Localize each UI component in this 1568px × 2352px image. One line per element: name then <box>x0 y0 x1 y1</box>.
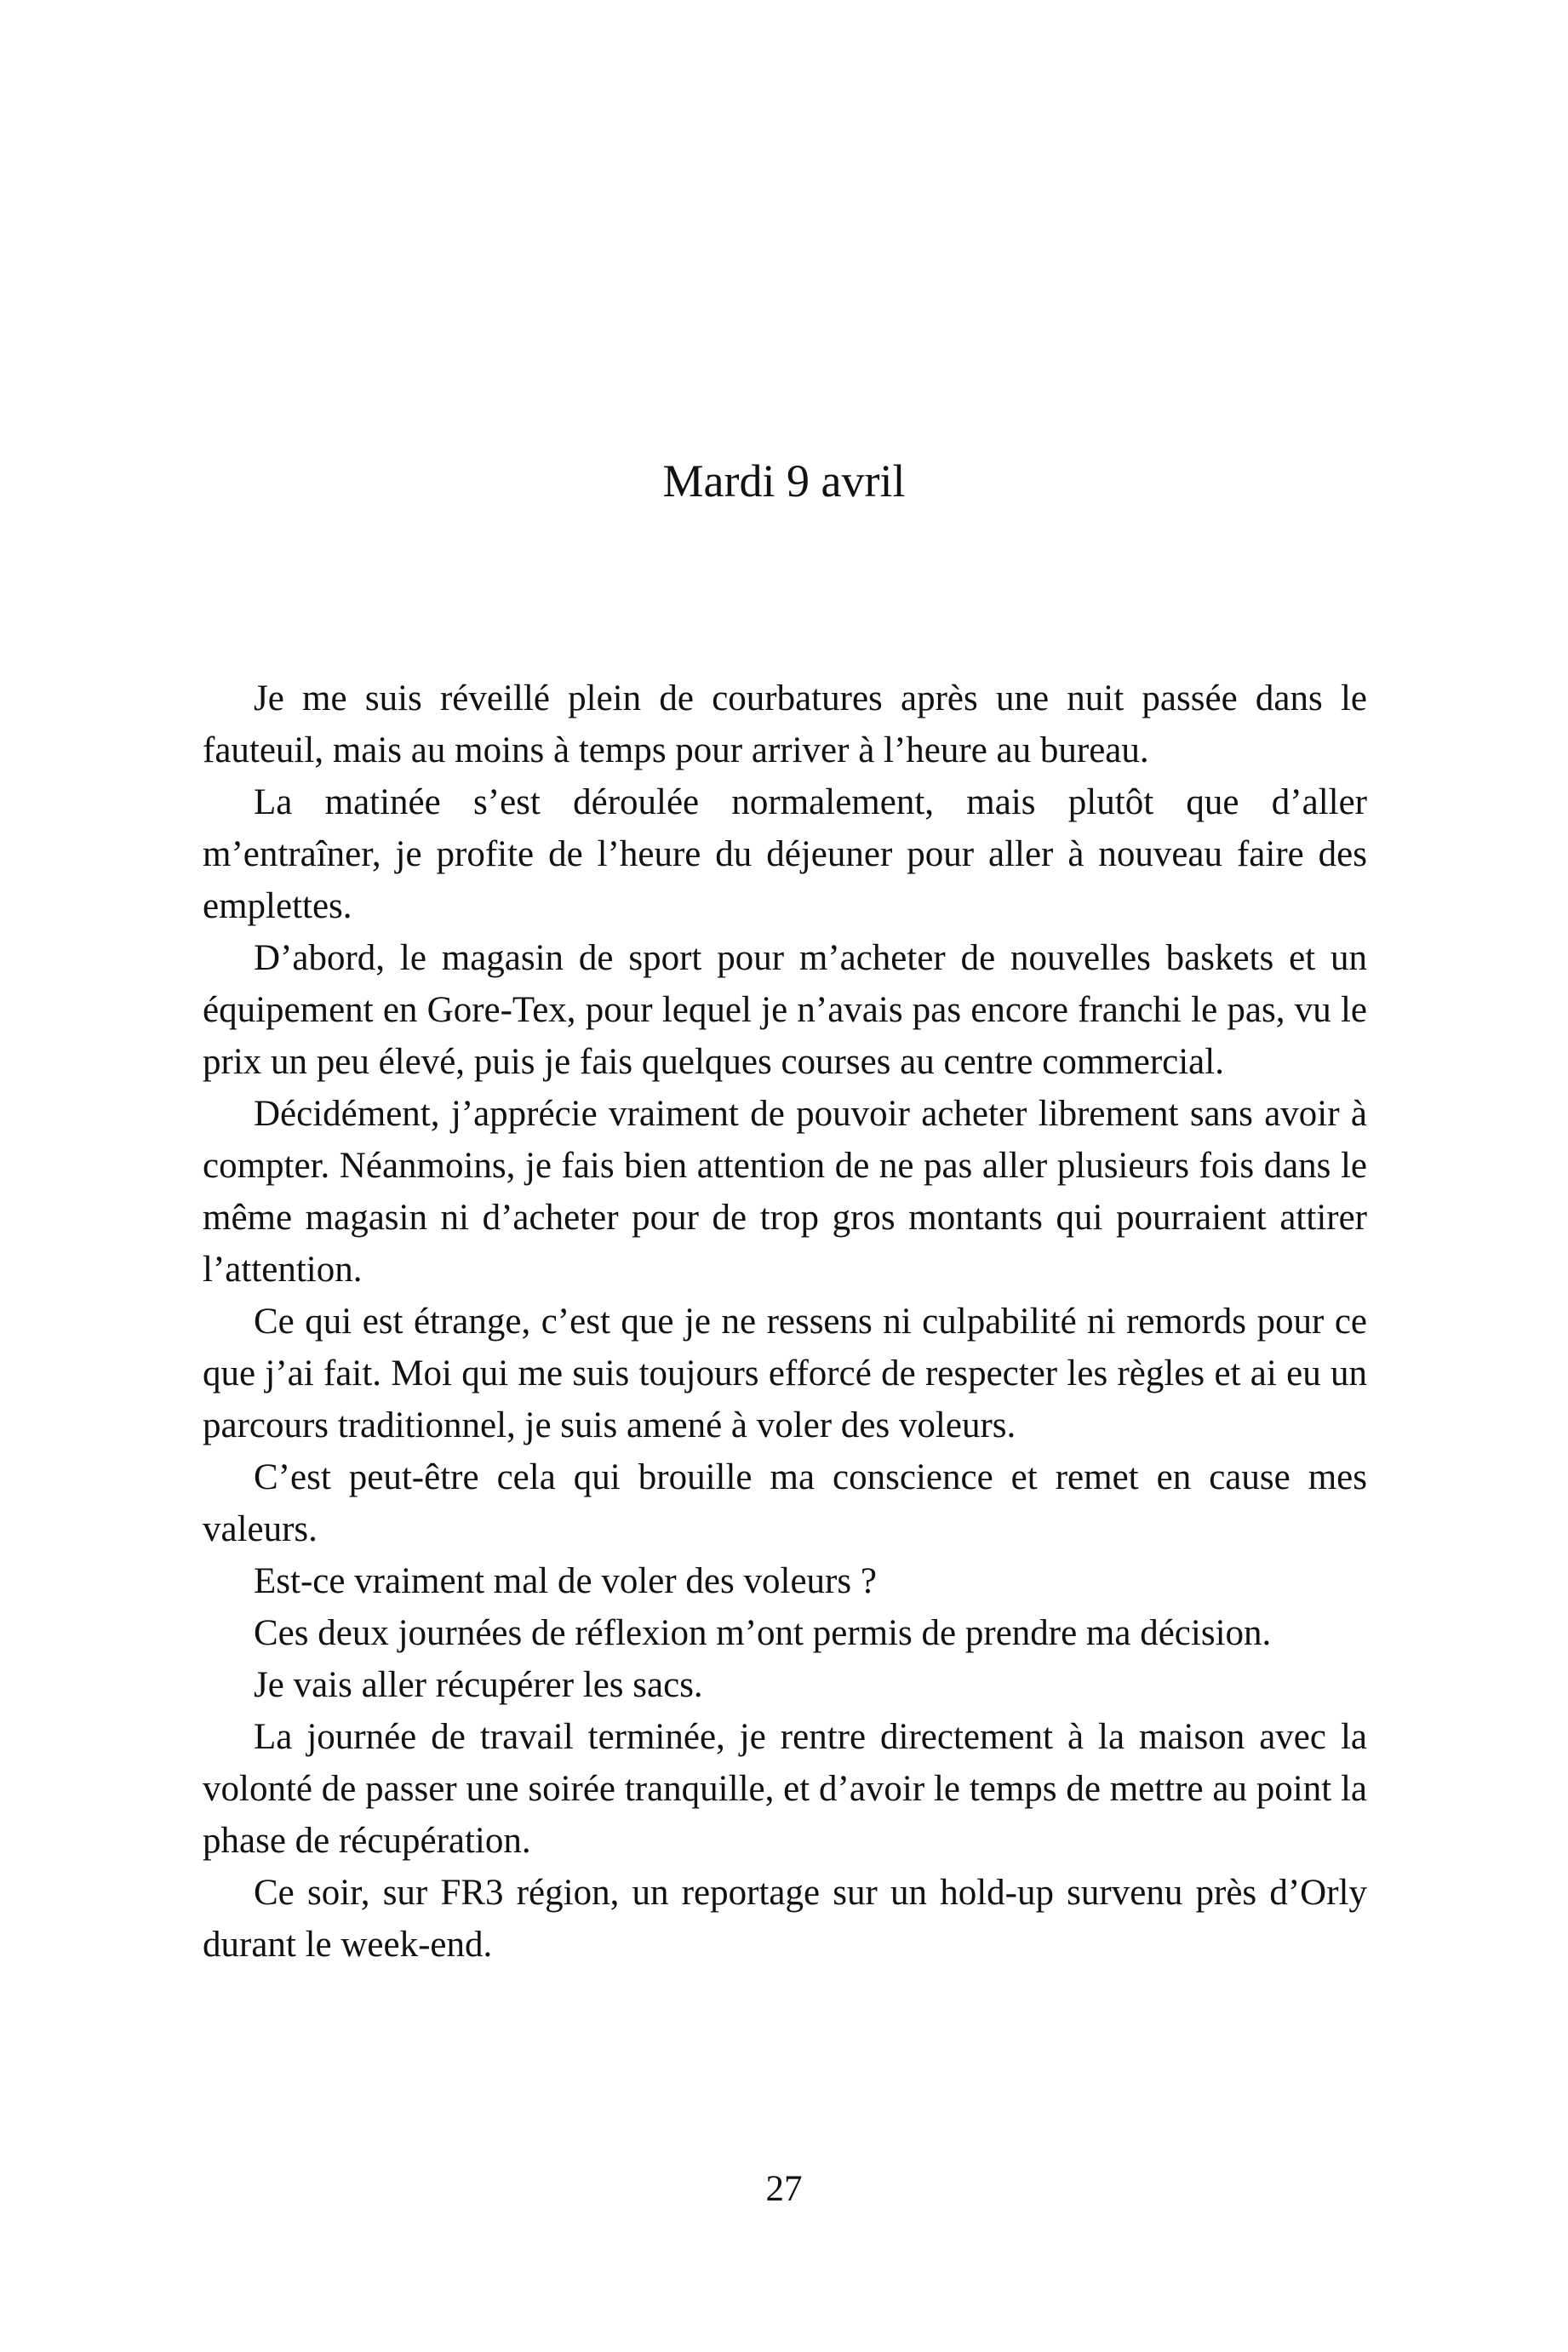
body-text <box>203 672 1367 1971</box>
paragraph: Décidément, j’apprécie vraiment de pouvoir acheter librement sans avoir à compter. Néanmoins, je fais bien attention de ne pas aller plusieurs fois dans le même magasin ni d’acheter pour de trop gros montants qui pourraient attirer l’attention. <box>203 1094 1367 1290</box>
paragraph: Je me suis réveillé plein de courbatures après une nuit passée dans le fauteuil, mais au moins à temps pour arriver à l’heure au bureau. <box>203 678 1367 770</box>
paragraph: Est-ce vraiment mal de voler des voleurs ? <box>254 1561 877 1601</box>
paragraph: La journée de travail terminée, je rentre directement à la maison avec la volonté de passer une soirée tranquille, et d’avoir le temps de mettre au point la phase de récupération. <box>203 1717 1367 1861</box>
paragraph: La matinée s’est déroulée normalement, mais plutôt que d’aller m’entraîner, je profite de l’heure du déjeuner pour aller à nouveau faire des emplettes. <box>203 782 1367 926</box>
paragraph: D’abord, le magasin de sport pour m’acheter de nouvelles baskets et un équipement en Gore-Tex, pour lequel je n’avais pas encore franchi le pas, vu le prix un peu élevé, puis je fais quelques courses au centre commercial. <box>203 938 1367 1082</box>
paragraph: Ces deux journées de réflexion m’ont permis de prendre ma décision. <box>254 1613 1272 1653</box>
paragraph: Ce qui est étrange, c’est que je ne ressens ni culpabilité ni remords pour ce que j’ai fait. Moi qui me suis toujours efforcé de respecter les règles et ai eu un parcours traditionnel, je suis amené à voler des voleurs. <box>203 1302 1367 1445</box>
paragraph: Je vais aller récupérer les sacs. <box>254 1665 703 1705</box>
chapter-title: Mardi 9 avril <box>662 455 906 506</box>
paragraph: Ce soir, sur FR3 région, un reportage sur un hold-up survenu près d’Orly durant le week-end. <box>203 1873 1367 1965</box>
paragraph: C’est peut-être cela qui brouille ma conscience et remet en cause mes valeurs. <box>203 1457 1367 1549</box>
page-number: 27 <box>765 2169 803 2209</box>
